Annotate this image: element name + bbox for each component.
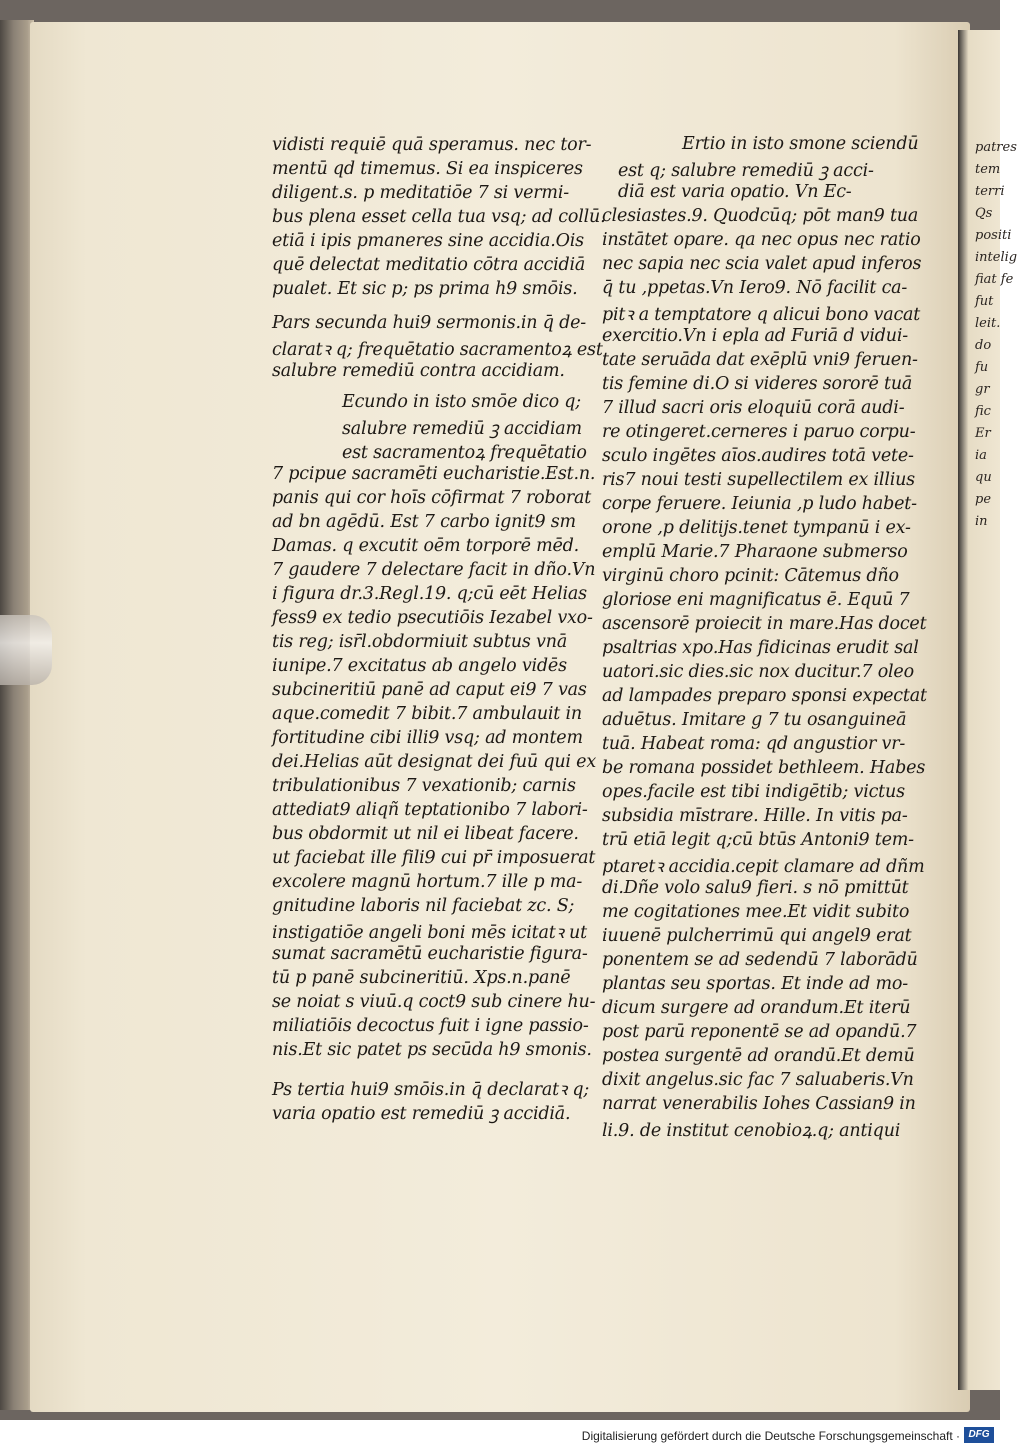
text-line: vidisti requiē quā speramus. nec tor- <box>272 135 592 155</box>
text-line: postea surgentē ad orandū.Et demū <box>602 1046 915 1066</box>
text-line: tis femine di.O si videres sororē tuā <box>602 374 913 394</box>
margin-fragment: fu <box>975 360 989 375</box>
text-line: est q; salubre remediū ꝫ acci- <box>618 161 874 181</box>
text-line: nec sapia nec scia valet apud inferos <box>602 254 922 274</box>
text-line: uatori.sic dies.sic nox ducitur.7 oleo <box>602 662 914 682</box>
text-line: di.Dñe volo salu9 fieri. s nō pmittūt <box>602 878 909 898</box>
footer-bar <box>0 1420 1000 1451</box>
margin-fragment: tem <box>975 162 1001 177</box>
text-line: orone ,p delitijs.tenet tympanū i ex- <box>602 518 911 538</box>
text-line: instigatiōe angeli boni mēs icitatꝛ ut <box>272 923 587 943</box>
text-line: subsidia mīstrare. Hille. In vitis pa- <box>602 806 908 826</box>
text-line: Ertio in isto smone sciendū <box>682 134 919 154</box>
margin-fragment: fut <box>975 294 994 309</box>
page-clip <box>0 615 52 685</box>
text-line: exercitio.Vn i epla ad Furiā d vidui- <box>602 326 908 346</box>
text-line: mentū qd timemus. Si ea inspiceres <box>272 159 583 179</box>
text-line: iuuenē pulcherrimū qui angel9 erat <box>602 926 912 946</box>
margin-fragment: fiat fe <box>975 272 1014 287</box>
text-line: narrat venerabilis Iohes Cassian9 in <box>602 1094 916 1114</box>
text-line: ponentem se ad sedendū 7 laborādū <box>602 950 918 970</box>
dfg-logo: DFG <box>964 1427 994 1443</box>
text-line: dixit angelus.sic fac 7 saluaberis.Vn <box>602 1070 914 1090</box>
text-line: be romana possidet bethleem. Habes <box>602 758 926 778</box>
text-line: opes.facile est tibi indigētib; victus <box>602 782 905 802</box>
text-line: trū etiā legit q;cū btūs Antoni9 tem- <box>602 830 914 850</box>
margin-fragment: Qs <box>975 206 993 221</box>
book-edge <box>0 20 34 1410</box>
text-line: miliatiōis decoctus fuit i igne passio- <box>272 1016 589 1036</box>
text-line: subcineritiū panē ad caput ei9 7 vas <box>272 680 587 700</box>
text-line: aque.comedit 7 bibit.7 ambulauit in <box>272 704 582 724</box>
text-line: gnitudine laboris nil faciebat zc. S; <box>272 896 575 916</box>
text-line: fortitudine cibi illi9 vsq; ad montem <box>272 728 583 748</box>
text-line: ris7 noui testi supellectilem ex illius <box>602 470 915 490</box>
text-line: Ps tertia hui9 smōis.in q̄ declaratꝛ q; <box>272 1080 590 1100</box>
text-line: gloriose eni magnificatus ē. Equū 7 <box>602 590 910 610</box>
text-line: ad lampades preparo sponsi expectat <box>602 686 927 706</box>
text-line: quē delectat meditatio cōtra accidiā <box>272 255 586 275</box>
margin-fragment: patres <box>975 140 1017 155</box>
text-line: salubre remediū ꝫ accidiam <box>342 419 582 439</box>
text-line: emplū Marie.7 Pharaone submerso <box>602 542 908 562</box>
text-line: aduētus. Imitare g 7 tu osanguineā <box>602 710 907 730</box>
text-line: sculo ingētes aīos.audires totā vete- <box>602 446 914 466</box>
text-line: instātet opare. qa nec opus nec ratio <box>602 230 921 250</box>
margin-fragment: gr <box>975 382 990 397</box>
text-line: se noiat s viuū.q coct9 sub cinere hu- <box>272 992 596 1012</box>
text-line: 7 pcipue sacramēti eucharistie.Est.n. <box>272 464 596 484</box>
text-line: plantas seu sportas. Et inde ad mo- <box>602 974 908 994</box>
text-line: post parū reponentē se ad opandū.7 <box>602 1022 917 1042</box>
text-line: Damas. q excutit oēm torporē mēd. <box>272 536 580 556</box>
text-line: ptaretꝛ accidia.cepit clamare ad dñm <box>602 857 925 877</box>
text-line: li.9. de institut cenobioꝝ.q; antiqui <box>602 1121 901 1141</box>
text-line: dicum surgere ad orandum.Et iterū <box>602 998 911 1018</box>
text-line: virginū choro pcinit: Cātemus dño <box>602 566 899 586</box>
margin-fragment: leit. <box>975 316 1001 331</box>
text-line: varia opatio est remediū ꝫ accidiā. <box>272 1104 571 1124</box>
text-line: nis.Et sic patet ps secūda h9 smonis. <box>272 1040 592 1060</box>
margin-fragment: pe <box>975 492 992 507</box>
text-line: Pars secunda hui9 sermonis.in q̄ de- <box>272 313 586 333</box>
margin-fragment: do <box>975 338 992 353</box>
text-line: psaltrias xpo.Has fidicinas erudit sal <box>602 638 919 658</box>
text-line: est sacramentoꝝ frequētatio <box>342 443 587 463</box>
text-line: tate seruāda dat exēplū vni9 feruen- <box>602 350 918 370</box>
margin-fragment: terri <box>975 184 1005 199</box>
text-line: clesiastes.9. Quodcūq; pōt man9 tua <box>602 206 919 226</box>
text-line: diligent.s. p meditatiōe 7 si vermi- <box>272 183 569 203</box>
text-line: tuā. Habeat roma: qd angustior vr- <box>602 734 906 754</box>
text-line: bus obdormit ut nil ei libeat facere. <box>272 824 579 844</box>
margin-fragment: Er <box>975 426 991 441</box>
text-line: Ecundo in isto smōe dico q; <box>342 392 581 412</box>
text-line: corpe feruere. Ieiunia ,p ludo habet- <box>602 494 917 514</box>
margin-fragment: ia <box>975 448 987 463</box>
margin-fragment: intelig <box>975 250 1017 265</box>
text-line: ut faciebat ille fili9 cui pr̄ imposuerat <box>272 848 596 868</box>
text-line: etiā i ipis pmaneres sine accidia.Ois <box>272 231 584 251</box>
text-line: iunipe.7 excitatus ab angelo vidēs <box>272 656 567 676</box>
text-line: re otingeret.cerneres i paruo corpu- <box>602 422 916 442</box>
text-line: me cogitationes mee.Et vidit subito <box>602 902 910 922</box>
text-line: panis qui cor hoīs cōfirmat 7 roborat <box>272 488 592 508</box>
text-line: 7 illud sacri oris eloquiū corā audi- <box>602 398 905 418</box>
margin-fragment: positi <box>975 228 1012 243</box>
text-line: salubre remediū contra accidiam. <box>272 361 565 381</box>
text-line: tribulationibus 7 vexationib; carnis <box>272 776 576 796</box>
text-line: tū p panē subcineritiū. Xps.n.panē <box>272 968 571 988</box>
footer-credit: Digitalisierung gefördert durch die Deutsche Forschungsgemeinschaft · <box>581 1429 960 1443</box>
text-line: diā est varia opatio. Vn Ec- <box>618 182 852 202</box>
margin-fragment: fic <box>975 404 991 419</box>
text-line: tis reg; isr̄l.obdormiuit subtus vnā <box>272 632 568 652</box>
text-line: 7 gaudere 7 delectare facit in dño.Vn <box>272 560 596 580</box>
margin-fragment: in <box>975 514 988 529</box>
text-line: claratꝛ q; frequētatio sacramentoꝝ est <box>272 340 603 360</box>
text-line: pualet. Et sic p; ps prima h9 smōis. <box>272 279 578 299</box>
text-line: ascensorē proiecit in mare.Has docet <box>602 614 927 634</box>
text-line: fess9 ex tedio psecutiōis Iezabel vxo- <box>272 608 593 628</box>
margin-fragment: qu <box>975 470 992 485</box>
text-line: attediat9 aliqñ teptationibo 7 labori- <box>272 800 588 820</box>
text-line: q̄ tu ,ppetas.Vn Iero9. Nō facilit ca- <box>602 278 908 298</box>
text-line: pitꝛ a temptatore q alicui bono vacat <box>602 305 921 325</box>
text-line: i figura dr.3.Regl.19. q;cū eēt Helias <box>272 584 587 604</box>
text-line: sumat sacramētū eucharistie figura- <box>272 944 588 964</box>
text-line: dei.Helias aūt designat dei fuū qui ex <box>272 752 597 772</box>
text-line: bus plena esset cella tua vsq; ad collū. <box>272 207 606 227</box>
text-line: ad bn agēdū. Est 7 carbo ignit9 sm <box>272 512 576 532</box>
text-line: excolere magnū hortum.7 ille p ma- <box>272 872 583 892</box>
